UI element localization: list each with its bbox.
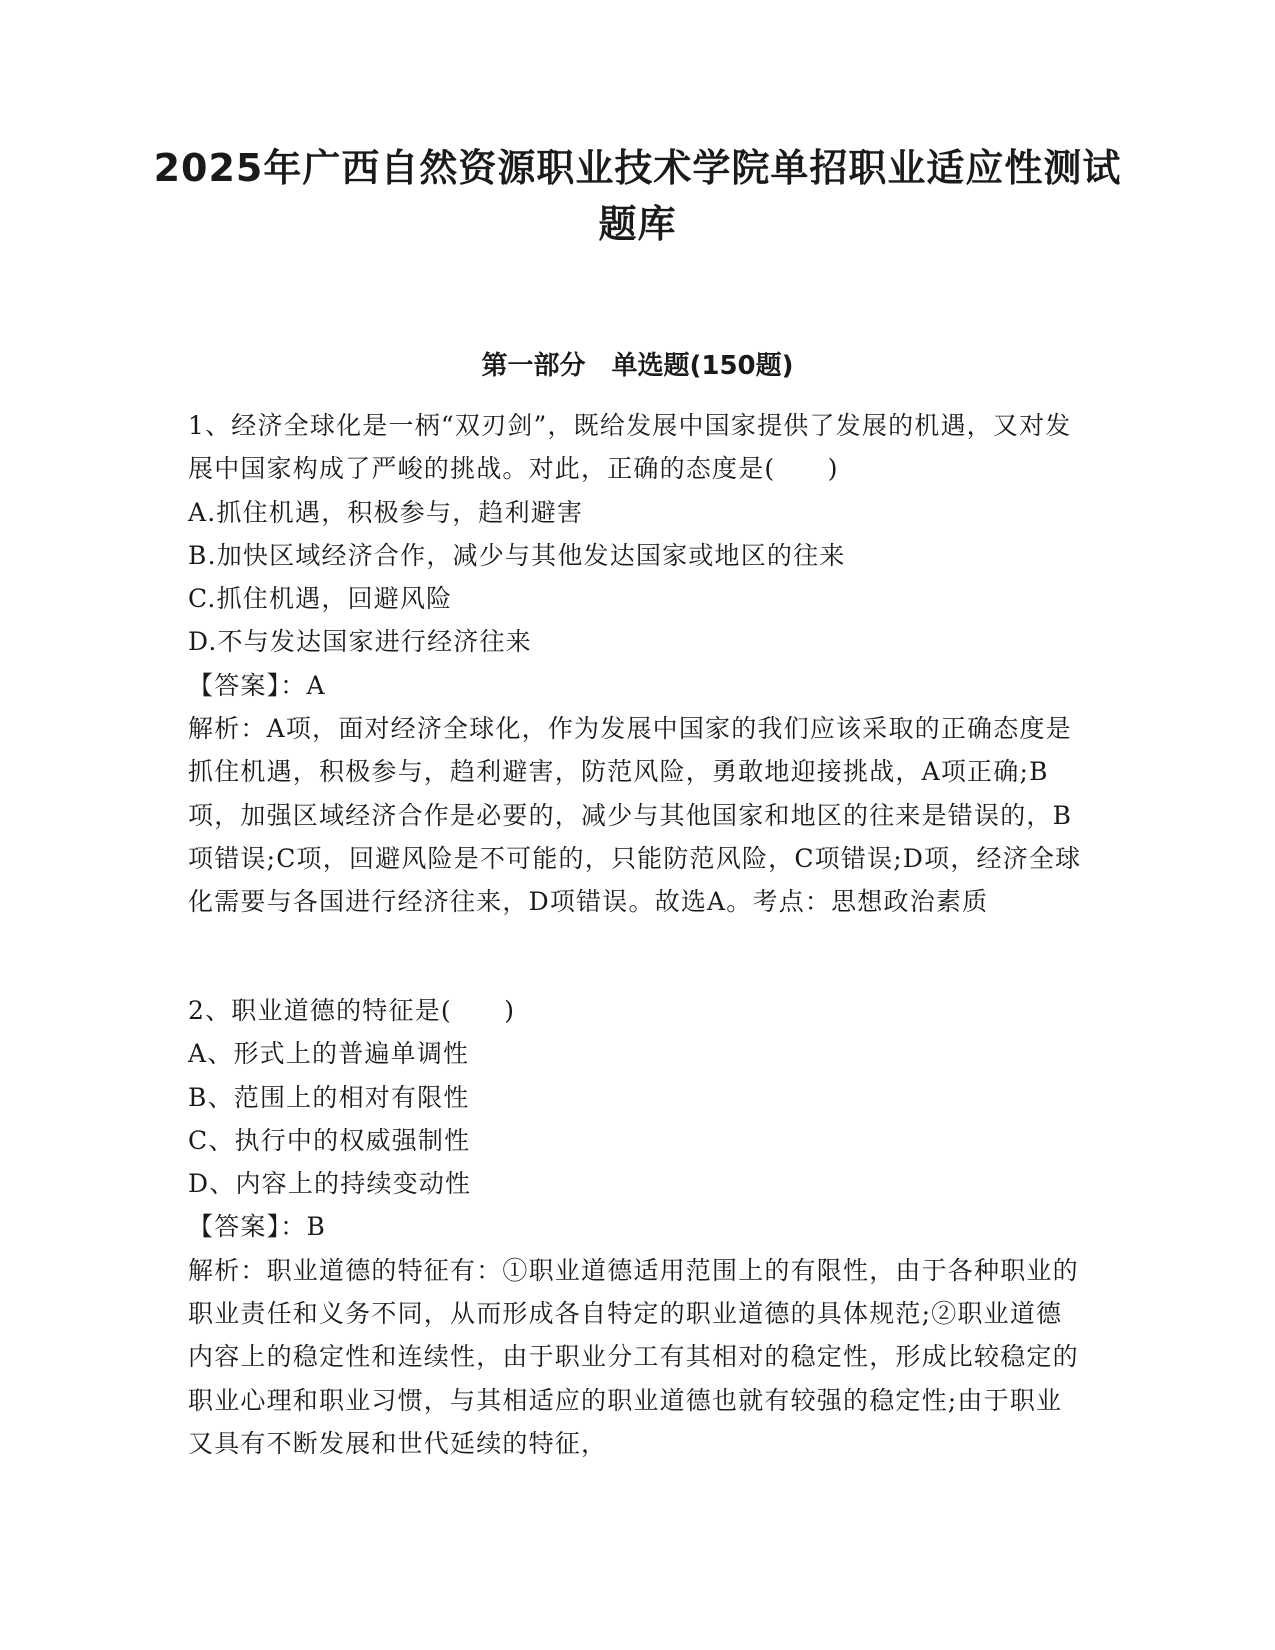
- analysis-text: 解析：A项，面对经济全球化，作为发展中国家的我们应该采取的正确态度是抓住机遇，积极参与，趋利避害，防范风险，勇敢地迎接挑战，A项正确;B项，加强区域经济合作是必要的，减少与其他国家和地区的往来是错误的，B项错误;C项，回避风险是不可能的，只能防范风险，C项错误;D项，经济全球化需要与各国进行经济往来，D项错误。故选A。考点：思想政治素质: [188, 714, 1082, 917]
- option-b: B、范围上的相对有限性: [188, 1082, 470, 1112]
- answer-value: B: [306, 1212, 327, 1242]
- option-a: A、形式上的普遍单调性: [188, 1039, 470, 1069]
- question-1: [188, 404, 1088, 924]
- answer-line: [188, 1205, 1088, 1248]
- option-c: C.抓住机遇，回避风险: [188, 584, 453, 614]
- answer-label: 【答案】：: [188, 1212, 307, 1242]
- answer-label: 【答案】：: [188, 670, 307, 700]
- option-d: D、内容上的持续变动性: [188, 1169, 472, 1199]
- option-c: C、执行中的权威强制性: [188, 1125, 471, 1155]
- answer-value: A: [306, 670, 326, 700]
- option-d: D.不与发达国家进行经济往来: [188, 627, 532, 657]
- document-title: 2025年广西自然资源职业技术学院单招职业适应性测试题库: [153, 146, 1122, 246]
- question-2: [188, 989, 1088, 1465]
- answer-line: [188, 664, 1088, 707]
- question-stem: 1、经济全球化是一柄“双刃剑”，既给发展中国家提供了发展的机遇，又对发展中国家构成了严峻的挑战。对此，正确的态度是( ): [188, 411, 1072, 484]
- option-b: B.加快区域经济合作，减少与其他发达国家或地区的往来: [188, 540, 846, 570]
- option-a: A.抓住机遇，积极参与，趋利避害: [188, 497, 584, 527]
- analysis-text: 解析：职业道德的特征有：①职业道德适用范围上的有限性，由于各种职业的职业责任和义务不同，从而形成各自特定的职业道德的具体规范;②职业道德内容上的稳定性和连续性，由于职业分工有其相对的稳定性，形成比较稳定的职业心理和职业习惯，与其相适应的职业道德也就有较强的稳定性;由于职业又具有不断发展和世代延续的特征，: [188, 1255, 1079, 1458]
- section-heading: 第一部分 单选题(150题): [481, 351, 794, 381]
- question-stem: 2、职业道德的特征是( ): [188, 996, 516, 1025]
